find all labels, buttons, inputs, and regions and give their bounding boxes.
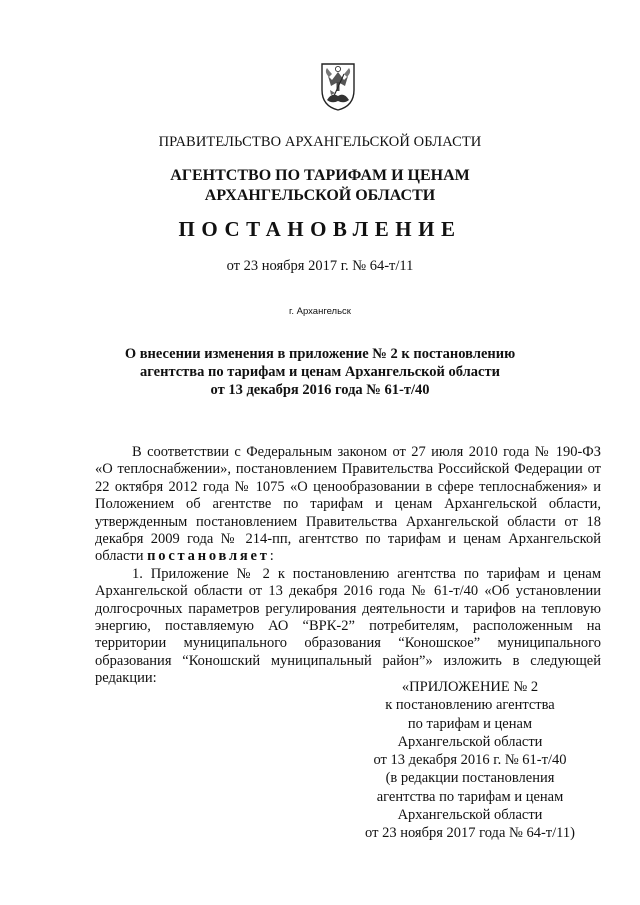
preamble-colon: : [269,548,274,565]
appendix-line: к постановлению агентства [385,697,555,714]
appendix-line: от 23 ноября 2017 года № 64-т/11) [365,825,575,842]
document-city: г. Архангельск [289,306,351,317]
appendix-line: Архангельской области [397,733,543,750]
appendix-heading [340,678,600,843]
arkhangelsk-coat-of-arms-icon [318,60,358,112]
preamble-text: В соответствии с Федеральным законом от 27 июля 2010 года № 190-ФЗ «О теплоснабжении», постановлением Правительства Российской Федерации от 22 октября 2012 года № 1075 «О ценообразовании в сфере теплоснабжения» и Положением об агентстве по тарифам и ценам Архангельской области, утвержденным постановлением Правительства Архангельской области от 18 декабря 2009 года № 214-пп, агентство по тарифам и ценам Архангельской области [95,444,601,565]
subject-line1: О внесении изменения в приложение № 2 к постановлению [124,346,516,362]
agency-name [0,166,640,206]
document-date-number: от 23 ноября 2017 г. № 64-т/11 [226,258,414,274]
subject-line2: агентства по тарифам и ценам Архангельской области [140,364,500,380]
appendix-line: Архангельской области [397,807,543,824]
document-subject [0,345,640,399]
appendix-line: «ПРИЛОЖЕНИЕ № 2 [401,679,539,695]
appendix-line: по тарифам и ценам [407,715,533,732]
appendix-line: агентства по тарифам и ценам [376,788,564,805]
document-type: ПОСТАНОВЛЕНИЕ [178,217,462,241]
agency-name-line2: АРХАНГЕЛЬСКОЙ ОБЛАСТИ [204,187,436,204]
appendix-line: от 13 декабря 2016 г. № 61-т/40 [373,752,567,769]
government-name: ПРАВИТЕЛЬСТВО АРХАНГЕЛЬСКОЙ ОБЛАСТИ [158,134,482,150]
appendix-line: (в редакции постановления [385,770,555,787]
body-paragraph-preamble [95,444,601,566]
document-body [95,444,601,688]
body-paragraph-1: 1. Приложение № 2 к постановлению агентства по тарифам и ценам Архангельской области от 13 декабря 2016 года № 61-т/40 «Об установлении долгосрочных параметров регулирования деятельности и тарифов на тепловую энергию, поставляемую АО “ВРК-2” потребителям, расположенным на территории муниципального образования “Коношское” муниципального образования “Коношский муниципальный район”» изложить в следующей редакции: [95,565,601,687]
agency-name-line1: АГЕНТСТВО ПО ТАРИФАМ И ЦЕНАМ [170,167,470,184]
subject-line3: от 13 декабря 2016 года № 61-т/40 [210,382,430,398]
resolves-word: постановляет [147,548,270,565]
